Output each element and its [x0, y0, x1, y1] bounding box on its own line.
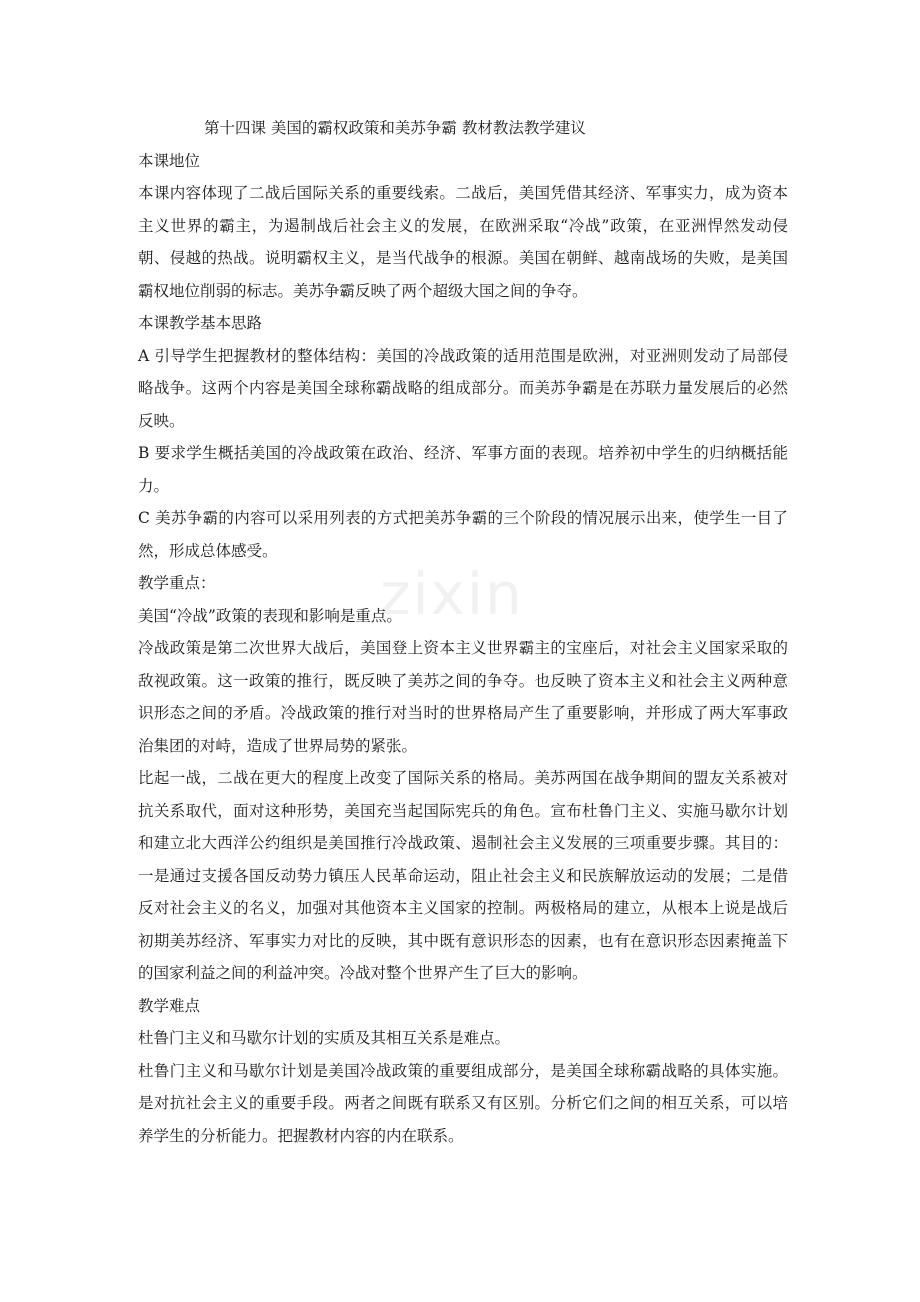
document-title: 第十四课 美国的霸权政策和美苏争霸 教材教法教学建议: [204, 119, 586, 137]
paragraph: 本课内容体现了二战后国际关系的重要线索。二战后，美国凭借其经济、军事实力，成为资本主义世界的霸主，为遏制战后社会主义的发展，在欧洲采取“冷战”政策，在亚洲悍然发动侵朝、侵越的热战。说明霸权主义，是当代战争的根源。美国在朝鲜、越南战场的失败，是美国霸权地位削弱的标志。美苏争霸反映了两个超级大国之间的争夺。: [138, 184, 788, 300]
section-heading-difficult-points: 教学难点: [138, 996, 201, 1015]
section-heading-teaching-approach: 本课教学基本思路: [138, 314, 263, 332]
paragraph: 冷战政策是第二次世界大战后，美国登上资本主义世界霸主的宝座后，对社会主义国家采取的敌视政策。这一政策的推行，既反映了美苏之间的争夺。也反映了资本主义和社会主义两种意识形态之间的矛盾。冷战政策的推行对当时的世界格局产生了重要影响，并形成了两大军事政治集团的对峙，造成了世界局势的紧张。: [138, 639, 788, 755]
section-heading-key-points: 教学重点：: [138, 574, 216, 592]
paragraph: 美国“冷战”政策的表现和影响是重点。: [138, 606, 402, 625]
section-heading-position: 本课地位: [138, 151, 201, 170]
watermark-text: zixin: [380, 560, 524, 628]
paragraph: 杜鲁门主义和马歇尔计划是美国冷战政策的重要组成部分，是美国全球称霸战略的具体实施。是对抗社会主义的重要手段。两者之间既有联系又有区别。分析它们之间的相互关系，可以培养学生的分析能力。把握教材内容的内在联系。: [138, 1061, 788, 1145]
paragraph: 杜鲁门主义和马歇尔计划的实质及其相互关系是难点。: [138, 1029, 511, 1047]
document-body: [138, 112, 788, 1152]
paragraph: 比起一战，二战在更大的程度上改变了国际关系的格局。美苏两国在战争期间的盟友关系被对抗关系取代，面对这种形势，美国充当起国际宪兵的角色。宣布杜鲁门主义、实施马歇尔计划和建立北大西洋公约组织是美国推行冷战政策、遏制社会主义发展的三项重要步骤。其目的：一是通过支援各国反动势力镇压人民革命运动，阻止社会主义和民族解放运动的发展；二是借反对社会主义的名义，加强对其他资本主义国家的控制。两极格局的建立，从根本上说是战后初期美苏经济、军事实力对比的反映，其中既有意识形态的因素，也有在意识形态因素掩盖下的国家利益之间的利益冲突。冷战对整个世界产生了巨大的影响。: [138, 769, 788, 982]
paragraph: C 美苏争霸的内容可以采用列表的方式把美苏争霸的三个阶段的情况展示出来，使学生一目了然，形成总体感受。: [138, 509, 788, 560]
paragraph: A 引导学生把握教材的整体结构：美国的冷战政策的适用范围是欧洲，对亚洲则发动了局部侵略战争。这两个内容是美国全球称霸战略的组成部分。而美苏争霸是在苏联力量发展后的必然反映。: [138, 346, 788, 430]
paragraph: B 要求学生概括美国的冷战政策在政治、经济、军事方面的表现。培养初中学生的归纳概括能力。: [138, 444, 788, 495]
